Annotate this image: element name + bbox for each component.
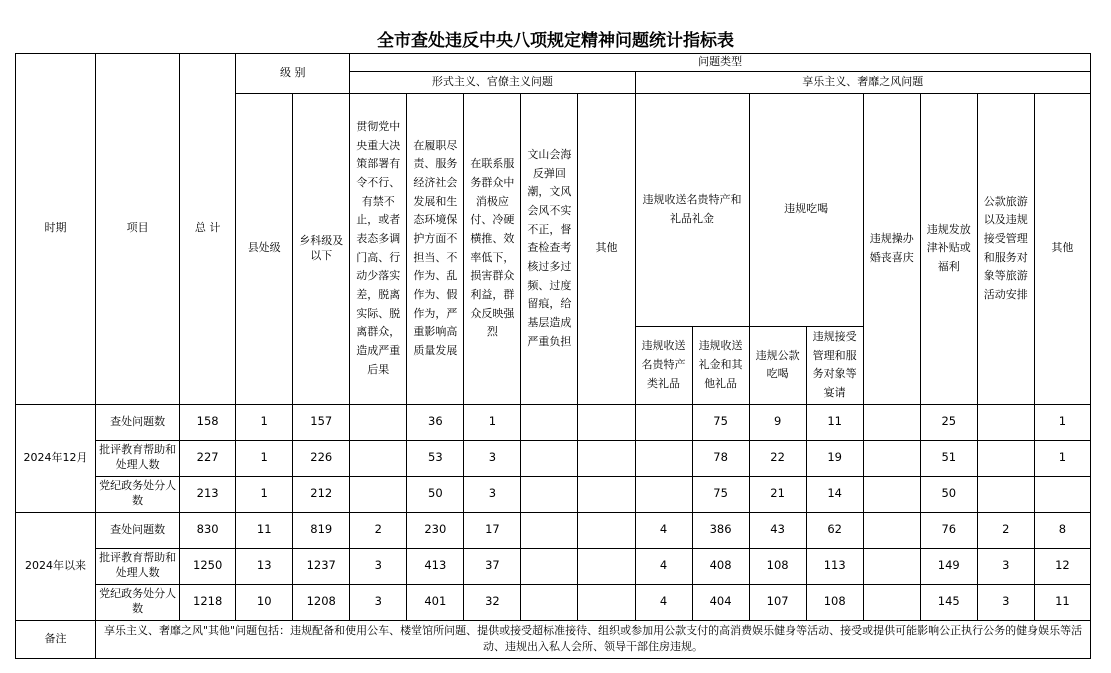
- note-text: 享乐主义、奢靡之风"其他"问题包括：违规配备和使用公车、楼堂馆所问题、提供或接受超标准接待、组织或参加用公款支付的高消费娱乐健身等活动、接受或提供可能影响公正执行公务的健身娱乐等活动、违规出入私人会所、领导干部住房违规。: [96, 620, 1091, 658]
- header-dining-banquet: 违规接受管理和服务对象等宴请: [806, 326, 863, 404]
- cell-travel: 2: [977, 512, 1034, 548]
- cell-county: 1: [236, 404, 293, 440]
- cell-dining-public: 108: [749, 548, 806, 584]
- cell-gift-cash: 78: [692, 440, 749, 476]
- table-row: [16, 404, 1091, 440]
- cell-total: 213: [180, 476, 236, 512]
- cell-formalism-other: [578, 548, 635, 584]
- row-item: 批评教育帮助和处理人数: [96, 548, 180, 584]
- cell-county: 1: [236, 476, 293, 512]
- cell-subsidy: 25: [920, 404, 977, 440]
- header-hedonism-group: 享乐主义、奢靡之风问题: [635, 71, 1091, 93]
- cell-dining-banquet: 113: [806, 548, 863, 584]
- row-item: 查处问题数: [96, 512, 180, 548]
- cell-township: 1237: [293, 548, 350, 584]
- cell-gift-cash: 386: [692, 512, 749, 548]
- cell-formalism-2: 230: [407, 512, 464, 548]
- header-dining: 违规吃喝: [749, 93, 863, 326]
- cell-county: 10: [236, 584, 293, 620]
- cell-gift-cash: 75: [692, 404, 749, 440]
- cell-dining-banquet: 14: [806, 476, 863, 512]
- cell-county: 1: [236, 440, 293, 476]
- cell-township: 157: [293, 404, 350, 440]
- cell-travel: 3: [977, 584, 1034, 620]
- cell-formalism-4: [521, 476, 578, 512]
- cell-formalism-4: [521, 440, 578, 476]
- cell-hedonism-other: 8: [1034, 512, 1090, 548]
- cell-subsidy: 149: [920, 548, 977, 584]
- cell-gift-cash: 408: [692, 548, 749, 584]
- period-label: 2024年以来: [16, 512, 96, 620]
- row-item: 批评教育帮助和处理人数: [96, 440, 180, 476]
- cell-formalism-4: [521, 512, 578, 548]
- statistics-table: [15, 53, 1091, 659]
- cell-formalism-other: [578, 440, 635, 476]
- table-row: [16, 512, 1091, 548]
- header-row-1: [16, 54, 1091, 72]
- cell-formalism-other: [578, 404, 635, 440]
- header-formalism-4: 文山会海反弹回潮，文风会风不实不正，督查检查考核过多过频、过度留痕，给基层造成严重负担: [521, 93, 578, 404]
- cell-hedonism-other: 1: [1034, 440, 1090, 476]
- cell-formalism-3: 1: [464, 404, 521, 440]
- cell-travel: [977, 476, 1034, 512]
- cell-township: 226: [293, 440, 350, 476]
- cell-hedonism-other: 12: [1034, 548, 1090, 584]
- cell-formalism-1: [350, 404, 407, 440]
- header-gift-specialty: 违规收送名贵特产类礼品: [635, 326, 692, 404]
- cell-total: 227: [180, 440, 236, 476]
- cell-total: 1250: [180, 548, 236, 584]
- cell-dining-banquet: 19: [806, 440, 863, 476]
- cell-wedding: [863, 404, 920, 440]
- cell-township: 1208: [293, 584, 350, 620]
- cell-formalism-2: 413: [407, 548, 464, 584]
- cell-formalism-other: [578, 584, 635, 620]
- cell-total: 830: [180, 512, 236, 548]
- cell-formalism-2: 53: [407, 440, 464, 476]
- cell-formalism-4: [521, 584, 578, 620]
- cell-dining-banquet: 11: [806, 404, 863, 440]
- row-item: 党纪政务处分人数: [96, 476, 180, 512]
- note-row: [16, 620, 1091, 658]
- cell-dining-public: 21: [749, 476, 806, 512]
- header-gift-cash: 违规收送礼金和其他礼品: [692, 326, 749, 404]
- cell-formalism-other: [578, 476, 635, 512]
- cell-dining-public: 22: [749, 440, 806, 476]
- header-level-township: 乡科级及以下: [293, 93, 350, 404]
- cell-hedonism-other: 1: [1034, 404, 1090, 440]
- cell-formalism-1: 3: [350, 548, 407, 584]
- table-row: [16, 440, 1091, 476]
- cell-gift-specialty: 4: [635, 512, 692, 548]
- note-label: 备注: [16, 620, 96, 658]
- header-problem-type: 问题类型: [350, 54, 1091, 72]
- page-title: 全市查处违反中央八项规定精神问题统计指标表: [377, 31, 734, 51]
- cell-county: 11: [236, 512, 293, 548]
- cell-county: 13: [236, 548, 293, 584]
- cell-formalism-4: [521, 548, 578, 584]
- header-wedding: 违规操办婚丧喜庆: [863, 93, 920, 404]
- cell-travel: [977, 440, 1034, 476]
- cell-subsidy: 145: [920, 584, 977, 620]
- header-level: 级 别: [236, 54, 350, 94]
- cell-hedonism-other: [1034, 476, 1090, 512]
- header-formalism-group: 形式主义、官僚主义问题: [350, 71, 635, 93]
- cell-formalism-3: 17: [464, 512, 521, 548]
- cell-formalism-1: [350, 476, 407, 512]
- table-row: [16, 584, 1091, 620]
- cell-formalism-1: 3: [350, 584, 407, 620]
- cell-dining-banquet: 62: [806, 512, 863, 548]
- cell-wedding: [863, 584, 920, 620]
- cell-formalism-2: 401: [407, 584, 464, 620]
- header-subsidy: 违规发放津补贴或福利: [920, 93, 977, 404]
- cell-formalism-3: 3: [464, 476, 521, 512]
- header-level-county: 县处级: [236, 93, 293, 404]
- header-formalism-other: 其他: [578, 93, 635, 404]
- cell-formalism-3: 3: [464, 440, 521, 476]
- cell-formalism-4: [521, 404, 578, 440]
- cell-formalism-1: 2: [350, 512, 407, 548]
- cell-gift-specialty: [635, 476, 692, 512]
- cell-gift-specialty: 4: [635, 584, 692, 620]
- cell-dining-public: 9: [749, 404, 806, 440]
- cell-travel: [977, 404, 1034, 440]
- cell-subsidy: 76: [920, 512, 977, 548]
- cell-formalism-other: [578, 512, 635, 548]
- header-formalism-2: 在履职尽责、服务经济社会发展和生态环境保护方面不担当、不作为、乱作为、假作为，严重影响高质量发展: [407, 93, 464, 404]
- cell-wedding: [863, 548, 920, 584]
- cell-formalism-1: [350, 440, 407, 476]
- cell-formalism-2: 36: [407, 404, 464, 440]
- cell-wedding: [863, 512, 920, 548]
- header-item: 项目: [96, 54, 180, 405]
- cell-travel: 3: [977, 548, 1034, 584]
- cell-township: 819: [293, 512, 350, 548]
- cell-gift-specialty: [635, 404, 692, 440]
- row-item: 查处问题数: [96, 404, 180, 440]
- header-gift: 违规收送名贵特产和礼品礼金: [635, 93, 749, 326]
- cell-dining-public: 107: [749, 584, 806, 620]
- cell-total: 158: [180, 404, 236, 440]
- cell-dining-banquet: 108: [806, 584, 863, 620]
- header-travel: 公款旅游以及违规接受管理和服务对象等旅游活动安排: [977, 93, 1034, 404]
- cell-dining-public: 43: [749, 512, 806, 548]
- cell-formalism-3: 37: [464, 548, 521, 584]
- header-dining-public: 违规公款吃喝: [749, 326, 806, 404]
- cell-gift-cash: 75: [692, 476, 749, 512]
- cell-formalism-2: 50: [407, 476, 464, 512]
- cell-wedding: [863, 440, 920, 476]
- cell-total: 1218: [180, 584, 236, 620]
- cell-gift-cash: 404: [692, 584, 749, 620]
- row-item: 党纪政务处分人数: [96, 584, 180, 620]
- header-formalism-3: 在联系服务群众中消极应付、冷硬横推、效率低下，损害群众利益，群众反映强烈: [464, 93, 521, 404]
- header-total: 总 计: [180, 54, 236, 405]
- cell-gift-specialty: 4: [635, 548, 692, 584]
- header-period: 时期: [16, 54, 96, 405]
- cell-subsidy: 50: [920, 476, 977, 512]
- cell-hedonism-other: 11: [1034, 584, 1090, 620]
- cell-gift-specialty: [635, 440, 692, 476]
- table-row: [16, 548, 1091, 584]
- header-formalism-1: 贯彻党中央重大决策部署有令不行、有禁不止，或者表态多调门高、行动少落实差，脱离实际、脱离群众，造成严重后果: [350, 93, 407, 404]
- table-row: [16, 476, 1091, 512]
- cell-wedding: [863, 476, 920, 512]
- cell-subsidy: 51: [920, 440, 977, 476]
- cell-township: 212: [293, 476, 350, 512]
- cell-formalism-3: 32: [464, 584, 521, 620]
- header-hedonism-other: 其他: [1034, 93, 1090, 404]
- period-label: 2024年12月: [16, 404, 96, 512]
